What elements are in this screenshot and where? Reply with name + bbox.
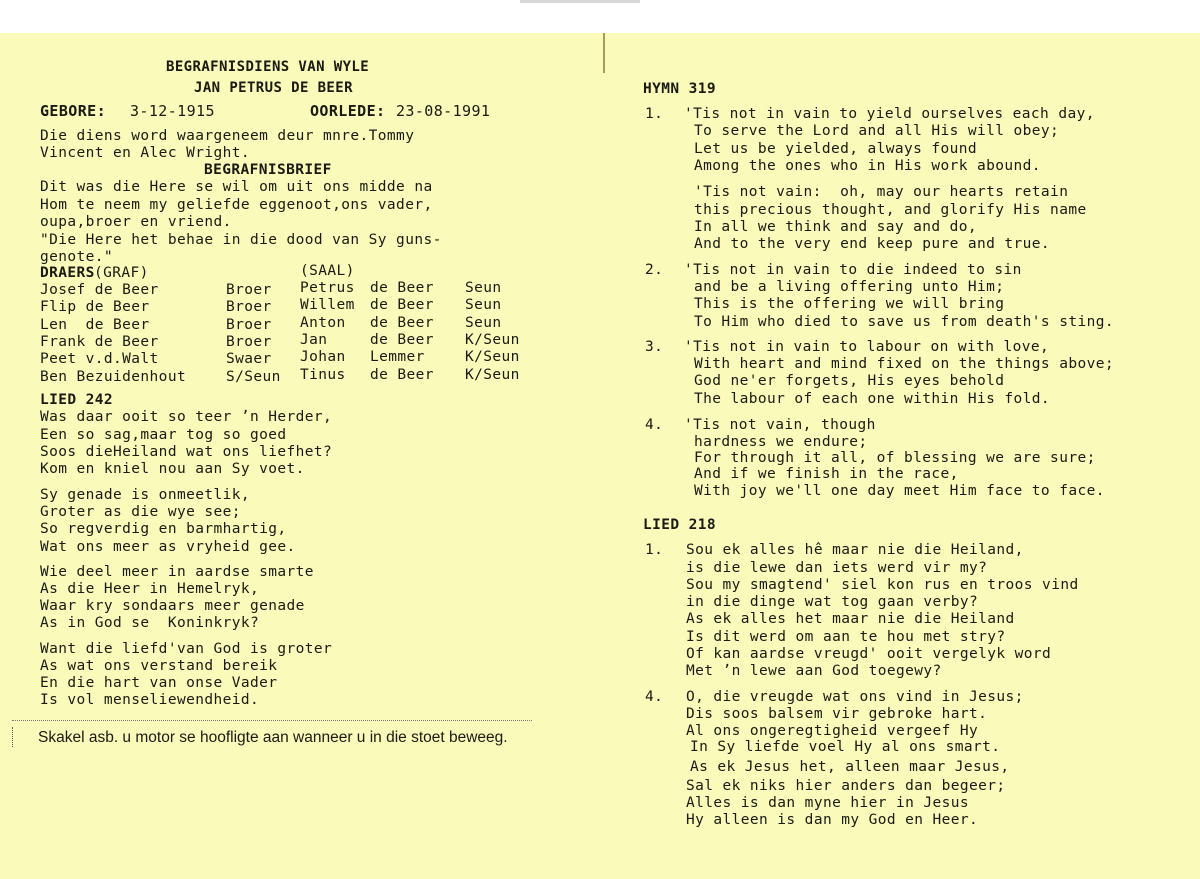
verse-line: Sy genade is onmeetlik, [40,487,250,503]
verse-line: is die lewe dan iets werd vir my? [686,560,988,576]
verse-line: In Sy liefde voel Hy al ons smart. [690,739,1001,755]
verse-line: Een so sag,maar tog so goed [40,427,287,443]
service-title: BEGRAFNISDIENS VAN WYLE [166,59,370,75]
bearer-name: Frank de Beer [40,334,159,350]
service-line: Die diens word waargeneem deur mnre.Tommy [40,128,415,144]
verse-line: Of kan aardse vreugd' ooit vergelyk word [686,646,1052,662]
verse-line: To Him who died to save us from death's sting. [694,314,1114,330]
bearer-relation: Broer [226,282,272,298]
hall-bearer-last: de Beer [370,280,434,296]
verse-line: En die hart van onse Vader [40,675,278,691]
verse-number: 1. [645,106,664,122]
verse-line: Alles is dan myne hier in Jesus [686,795,970,811]
verse-line: Kom en kniel nou aan Sy voet. [40,461,305,477]
verse-line: And to the very end keep pure and true. [694,236,1051,252]
verse-line: The labour of each one within His fold. [694,391,1051,407]
hall-bearer-last: de Beer [370,367,434,383]
verse-line: Let us be yielded, always found [694,141,978,157]
notice-border [12,720,532,722]
bearer-relation: S/Seun [226,369,281,385]
hall-bearer-relation: Seun [465,280,502,296]
hall-bearer-last: de Beer [370,332,434,348]
hall-bearer-last: de Beer [370,315,434,331]
bearers-hall-label: (SAAL) [300,263,355,279]
verse-line: To serve the Lord and all His will obey; [694,123,1060,139]
died-label: OORLEDE: [310,102,386,120]
scan-edge [520,0,640,3]
hall-bearer-last: Lemmer [370,349,425,365]
born-date: 3-12-1915 [130,102,215,120]
bearer-relation: Broer [226,299,272,315]
verse-line: This is the offering we will bring [694,296,1005,312]
verse-line: Waar kry sondaars meer genade [40,598,305,614]
bearer-name: Flip de Beer [40,299,150,315]
lied-242-title: LIED 242 [40,392,114,408]
verse-line: Want die liefd'van God is groter [40,641,333,657]
service-line: Vincent en Alec Wright. [40,145,250,161]
verse-number: 4. [645,417,664,433]
bearer-name: Peet v.d.Walt [40,351,159,367]
bearer-relation: Swaer [226,351,272,367]
verse-line: As die Heer in Hemelryk, [40,581,260,597]
hall-bearer-first: Jan [300,332,328,348]
verse-line: 'Tis not in vain to die indeed to sin [684,262,1022,278]
verse-number: 3. [645,339,664,355]
verse-line: Soos dieHeiland wat ons liefhet? [40,444,333,460]
verse-line: Among the ones who in His work abound. [694,158,1041,174]
hall-bearer-relation: Seun [465,297,502,313]
verse-line: Sou ek alles hê maar nie die Heiland, [686,542,1024,558]
verse-line: With joy we'll one day meet Him face to face. [694,483,1105,499]
bearer-relation: Broer [226,334,272,350]
verse-line: this precious thought, and glorify His name [694,202,1087,218]
bearer-relation: Broer [226,317,272,333]
verse-line: Al ons ongeregtigheid vergeef Hy [686,723,979,739]
verse-line: As ek Jesus het, alleen maar Jesus, [690,759,1010,775]
born-label: GEBORE: [40,102,107,120]
verse-line: Dis soos balsem vir gebroke hart. [686,706,988,722]
verse-line: in die dinge wat tog gaan verby? [686,594,979,610]
hall-bearer-first: Anton [300,315,346,331]
verse-line: Wie deel meer in aardse smarte [40,564,314,580]
verse-line: And if we finish in the race, [694,466,959,482]
verse-line: Wat ons meer as vryheid gee. [40,539,296,555]
bearer-name: Len de Beer [40,317,150,333]
verse-line: Sou my smagtend' siel kon rus en troos vind [686,577,1079,593]
bearer-name: Ben Bezuidenhout [40,369,187,385]
letter-heading: BEGRAFNISBRIEF [204,162,332,178]
verse-line: 'Tis not in vain to labour on with love, [684,339,1050,355]
fold-crease [603,33,605,73]
verse-line: 'Tis not in vain to yield ourselves each day, [684,106,1095,122]
hall-bearer-relation: K/Seun [465,367,520,383]
deceased-name: JAN PETRUS DE BEER [194,80,353,96]
bearers-grave-label: (GRAF) [94,265,149,281]
hall-bearer-last: de Beer [370,297,434,313]
bearer-name: Josef de Beer [40,282,159,298]
verse-line: Hy alleen is dan my God en Heer. [686,812,979,828]
letter-line: oupa,broer en vriend. [40,214,232,230]
hall-bearer-first: Johan [300,349,346,365]
verse-line: Is dit werd om aan te hou met stry? [686,629,1006,645]
verse-line: Is vol menseliewendheid. [40,692,260,708]
headlights-notice: Skakel asb. u motor se hoofligte aan wanneer u in die stoet beweeg. [38,729,508,746]
verse-line: 'Tis not vain, though [684,417,876,433]
verse-line: Sal ek niks hier anders dan begeer; [686,778,1006,794]
bearers-label: DRAERS [40,265,95,281]
hall-bearer-first: Willem [300,297,355,313]
hall-bearer-relation: K/Seun [465,332,520,348]
verse-line: As in God se Koninkryk? [40,615,260,631]
verse-line: With heart and mind fixed on the things above; [694,356,1114,372]
lied-218-title: LIED 218 [643,517,717,533]
letter-line: "Die Here het behae in die dood van Sy guns- [40,232,442,248]
letter-line: Dit was die Here se wil om uit ons midde na [40,179,433,195]
verse-line: 'Tis not vain: oh, may our hearts retain [694,184,1069,200]
verse-line: Met ʼn lewe aan God toegewy? [686,663,942,679]
notice-border [12,727,15,747]
hymn-319-title: HYMN 319 [643,81,717,97]
hall-bearer-first: Tinus [300,367,346,383]
verse-number: 4. [645,689,664,705]
died-date: 23-08-1991 [396,102,491,120]
verse-line: O, die vreugde wat ons vind in Jesus; [686,689,1024,705]
verse-line: So regverdig en barmhartig, [40,521,287,537]
verse-line: In all we think and say and do, [694,219,978,235]
verse-line: As wat ons verstand bereik [40,658,278,674]
hall-bearer-relation: K/Seun [465,349,520,365]
verse-line: and be a living offering unto Him; [694,279,1005,295]
letter-line: Hom te neem my geliefde eggenoot,ons vader, [40,197,433,213]
verse-line: For through it all, of blessing we are sure; [694,450,1096,466]
verse-line: hardness we endure; [694,434,868,450]
letter-line: genote." [40,249,114,265]
verse-number: 2. [645,262,664,278]
verse-line: Was daar ooit so teer ʼn Herder, [40,409,333,425]
verse-line: God ne'er forgets, His eyes behold [694,373,1005,389]
hall-bearer-first: Petrus [300,280,355,296]
verse-line: As ek alles het maar nie die Heiland [686,611,1015,627]
hall-bearer-relation: Seun [465,315,502,331]
verse-line: Groter as die wye see; [40,504,241,520]
verse-number: 1. [645,542,664,558]
